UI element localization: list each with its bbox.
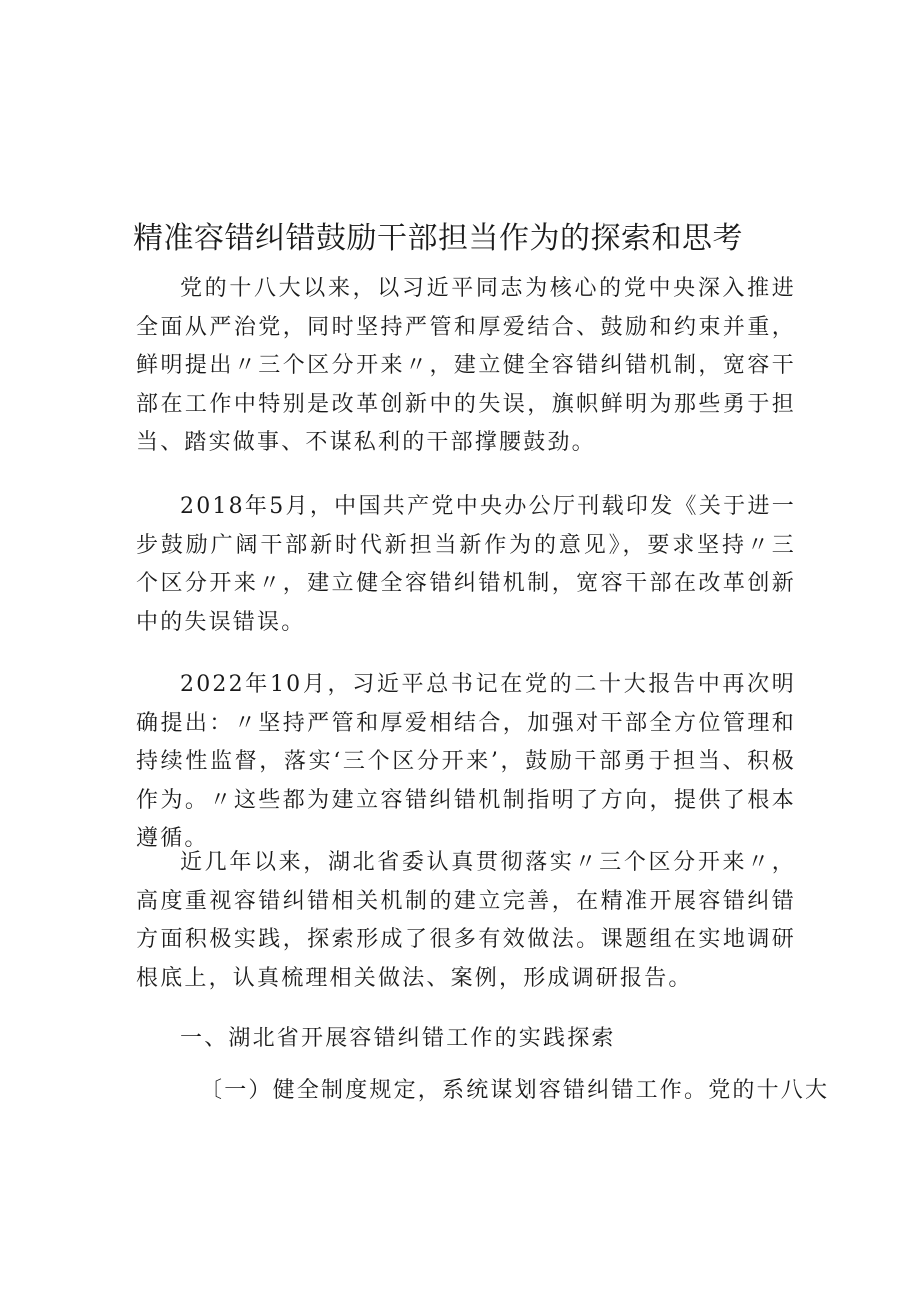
document-title: 精准容错纠错鼓励干部担当作为的探索和思考 [133, 221, 743, 256]
paragraph-hubei: 近几年以来，湖北省委认真贯彻落实〃三个区分开来〃，高度重视容错纠错相关机制的建立完善，在精准开展容错纠错方面积极实践，探索形成了很多有效做法。课题组在实地调研根底上，认真梳理相关做法、案例，形成调研报告。 [136, 850, 796, 991]
paragraph-intro: 党的十八大以来，以习近平同志为核心的党中央深入推进全面从严治党，同时坚持严管和厚爱结合、鼓励和约束并重，鲜明提出〃三个区分开来〃，建立健全容错纠错机制，宽容干部在工作中特别是改革创新中的失误，旗帜鲜明为那些勇于担当、踏实做事、不谋私利的干部撑腰鼓劲。 [136, 276, 796, 455]
paragraph-2022: 2022年10月，习近平总书记在党的二十大报告中再次明确提出：〃坚持严管和厚爱相结合，加强对干部全方位管理和持续性监督，落实‘三个区分开来’，鼓励干部勇于担当、积极作为。〃这些都为建立容错纠错机制指明了方向，提供了根本遵循。 [136, 672, 796, 851]
paragraph-2018: 2018年5月，中国共产党中央办公厅刊载印发《关于进一步鼓励广阔干部新时代新担当新作为的意见》，要求坚持〃三个区分开来〃，建立健全容错纠错机制，宽容干部在改革创新中的失误错误。 [136, 494, 796, 635]
section-heading: 一、湖北省开展容错纠错工作的实践探索 [180, 1026, 616, 1051]
subsection-paragraph: 〔一）健全制度规定，系统谋划容错纠错工作。党的十八大 [200, 1078, 830, 1103]
